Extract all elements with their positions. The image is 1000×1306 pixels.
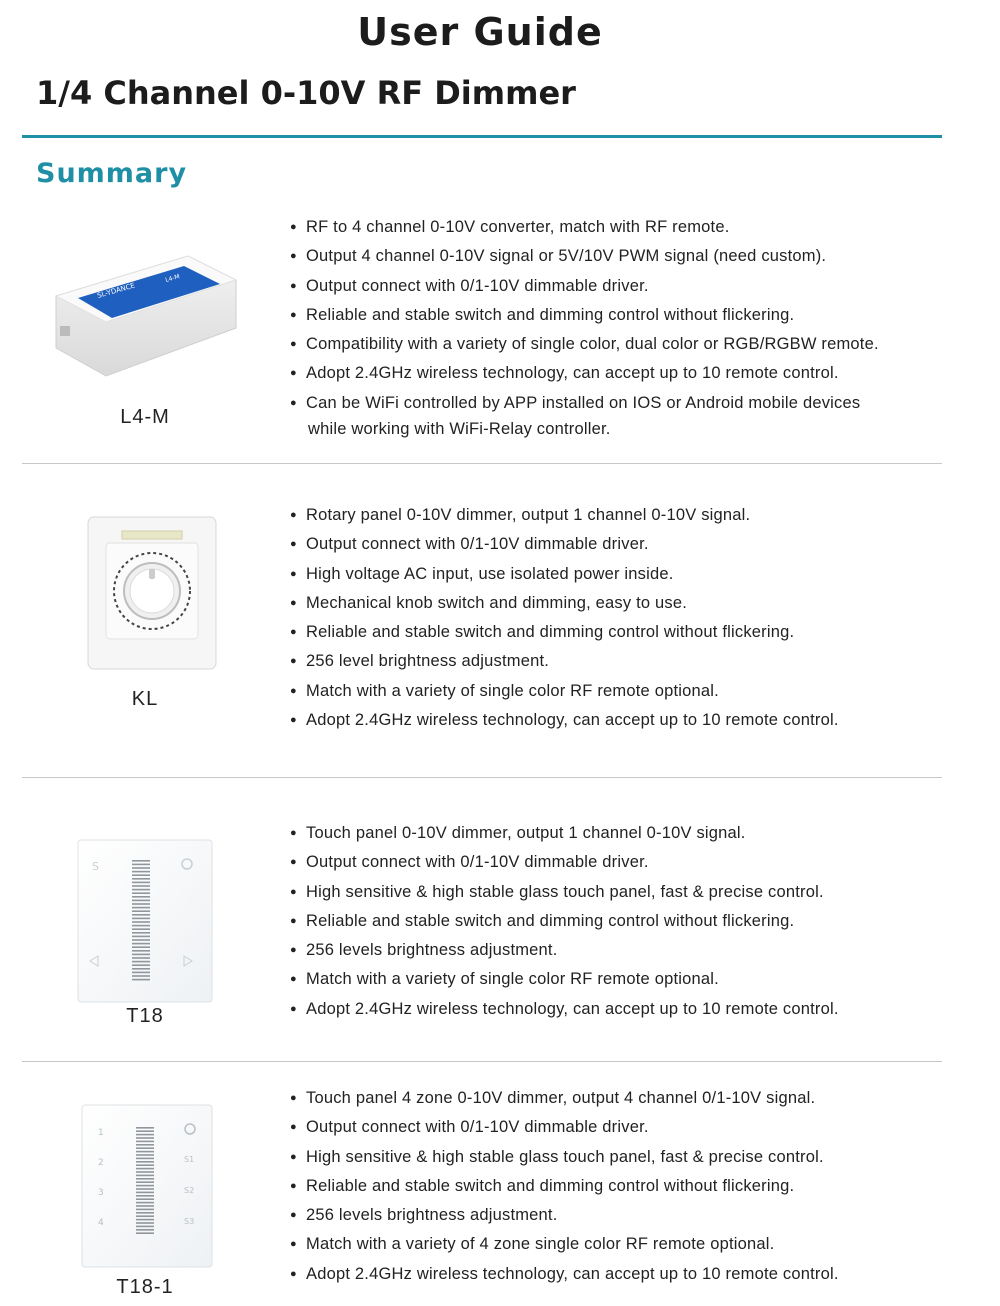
feature-item: ● Match with a variety of 4 zone single color RF remote optional. [290, 1234, 839, 1263]
slider-bar [136, 1198, 154, 1200]
kl-rotary-panel-image [86, 515, 220, 675]
feature-item: ● 256 levels brightness adjustment. [290, 1205, 839, 1234]
slider-bar [136, 1178, 154, 1180]
feature-item: ● Adopt 2.4GHz wireless technology, can accept up to 10 remote control. [290, 999, 839, 1028]
feature-list-t18 [290, 823, 839, 1028]
feature-item: ● Reliable and stable switch and dimming control without flickering. [290, 622, 839, 651]
feature-item: ● Touch panel 4 zone 0-10V dimmer, output 4 channel 0/1-10V signal. [290, 1088, 839, 1117]
slider-bar [132, 975, 150, 977]
slider-bar [132, 939, 150, 941]
t18-1-scene-key: S2 [184, 1186, 195, 1195]
slider-bar [136, 1137, 154, 1139]
feature-item: ● Reliable and stable switch and dimming control without flickering. [290, 305, 879, 334]
slider-bar [136, 1161, 154, 1163]
slider-bar [136, 1229, 154, 1231]
t18-1-scene-key: S1 [184, 1155, 195, 1164]
slider-bar [132, 910, 150, 912]
t18-touch-panel-image [76, 838, 216, 1006]
slider-bar [136, 1185, 154, 1187]
slider-bar [136, 1195, 154, 1197]
slider-bar [132, 950, 150, 952]
slider-bar [136, 1134, 154, 1136]
slider-bar [132, 936, 150, 938]
l4m-model-label: L4-M [164, 273, 181, 284]
slider-bar [136, 1181, 154, 1183]
slider-bar [132, 860, 150, 862]
slider-bar [136, 1168, 154, 1170]
slider-bar [132, 878, 150, 880]
slider-bar [132, 874, 150, 876]
slider-bar [136, 1212, 154, 1214]
feature-item: ● Rotary panel 0-10V dimmer, output 1 channel 0-10V signal. [290, 505, 839, 534]
slider-bar [132, 907, 150, 909]
slider-bar [132, 932, 150, 934]
slider-bar [132, 961, 150, 963]
feature-item: ● Reliable and stable switch and dimming control without flickering. [290, 1176, 839, 1205]
slider-bar [132, 885, 150, 887]
l4m-brand-label: SL-YDANCE [96, 281, 136, 300]
title-rule [22, 135, 942, 138]
product-name-kl: KL [131, 688, 159, 710]
feature-item: ● High sensitive & high stable glass touch panel, fast & precise control. [290, 882, 839, 911]
slider-bar [132, 964, 150, 966]
feature-item [290, 393, 879, 439]
feature-item: ● Output connect with 0/1-10V dimmable driver. [290, 534, 839, 563]
feature-line: Can be WiFi controlled by APP installed on IOS or Android mobile devices [306, 393, 861, 412]
slider-bar [136, 1130, 154, 1132]
feature-item: ● Adopt 2.4GHz wireless technology, can accept up to 10 remote control. [290, 1264, 839, 1293]
slider-bar [132, 892, 150, 894]
slider-bar [136, 1215, 154, 1217]
feature-item: ● High sensitive & high stable glass touch panel, fast & precise control. [290, 1147, 839, 1176]
slider-bar [136, 1151, 154, 1153]
feature-item: ● Reliable and stable switch and dimming control without flickering. [290, 911, 839, 940]
slider-bar [132, 979, 150, 981]
slider-bar [132, 972, 150, 974]
slider-bar [136, 1192, 154, 1194]
slider-bar [136, 1127, 154, 1129]
slider-bar [132, 882, 150, 884]
slider-bar [132, 864, 150, 866]
feature-item: ● High voltage AC input, use isolated power inside. [290, 564, 839, 593]
slider-bar [132, 928, 150, 930]
slider-bar [136, 1164, 154, 1166]
feature-item: ● Match with a variety of single color RF remote optional. [290, 681, 839, 710]
section-divider [22, 463, 942, 464]
slider-bar [132, 918, 150, 920]
slider-bar [136, 1219, 154, 1221]
t18-1-zone-key: 4 [98, 1218, 104, 1228]
slider-bar [136, 1144, 154, 1146]
feature-item: ● Output connect with 0/1-10V dimmable driver. [290, 276, 879, 305]
feature-item: ● Adopt 2.4GHz wireless technology, can accept up to 10 remote control. [290, 363, 879, 392]
product-name-t18: T18 [126, 1005, 164, 1027]
l4m-controller-image [48, 248, 243, 383]
t18-1-zone-key: 1 [98, 1128, 104, 1138]
slider-bar [132, 946, 150, 948]
slider-bar [132, 968, 150, 970]
slider-bar [132, 889, 150, 891]
slider-bar [132, 925, 150, 927]
document-title: User Guide [357, 10, 603, 54]
slider-bar [136, 1154, 154, 1156]
slider-bar [132, 957, 150, 959]
feature-item: ● RF to 4 channel 0-10V converter, match with RF remote. [290, 217, 879, 246]
t18-1-touch-panel-image [80, 1103, 216, 1271]
slider-bar [136, 1205, 154, 1207]
feature-item: ● Adopt 2.4GHz wireless technology, can accept up to 10 remote control. [290, 710, 839, 739]
feature-item: ● Output connect with 0/1-10V dimmable driver. [290, 852, 839, 881]
slider-bar [132, 954, 150, 956]
slider-bar [132, 896, 150, 898]
feature-item: ● Match with a variety of single color RF remote optional. [290, 969, 839, 998]
feature-list-kl [290, 505, 839, 739]
product-name-t18-1: T18-1 [116, 1276, 174, 1298]
t18-1-zone-key: 2 [98, 1158, 104, 1168]
feature-list-l4m [290, 217, 879, 439]
t18-1-scene-key: S3 [184, 1217, 195, 1226]
feature-list-t18-1 [290, 1088, 839, 1293]
slider-bar [132, 900, 150, 902]
slider-bar [132, 867, 150, 869]
slider-bar [136, 1202, 154, 1204]
slider-bar [136, 1226, 154, 1228]
section-divider [22, 1061, 942, 1062]
slider-bar [136, 1175, 154, 1177]
slider-bar [136, 1158, 154, 1160]
feature-item: ● Touch panel 0-10V dimmer, output 1 channel 0-10V signal. [290, 823, 839, 852]
t18-key-s: S [92, 860, 99, 873]
feature-item: ● 256 levels brightness adjustment. [290, 940, 839, 969]
feature-item: ● Compatibility with a variety of single color, dual color or RGB/RGBW remote. [290, 334, 879, 363]
slider-bar [132, 903, 150, 905]
slider-bar [136, 1222, 154, 1224]
feature-item: ● 256 level brightness adjustment. [290, 651, 839, 680]
slider-bar [136, 1209, 154, 1211]
t18-1-zone-key: 3 [98, 1188, 104, 1198]
slider-bar [136, 1188, 154, 1190]
slider-bar [132, 871, 150, 873]
feature-item: ● Output 4 channel 0-10V signal or 5V/10V PWM signal (need custom). [290, 246, 879, 275]
feature-item: ● Output connect with 0/1-10V dimmable driver. [290, 1117, 839, 1146]
feature-item: ● Mechanical knob switch and dimming, easy to use. [290, 593, 839, 622]
slider-bar [136, 1141, 154, 1143]
slider-bar [136, 1232, 154, 1234]
product-family-title: 1/4 Channel 0-10V RF Dimmer [36, 74, 576, 112]
slider-bar [132, 921, 150, 923]
section-divider [22, 777, 942, 778]
product-name-l4m: L4-M [120, 406, 170, 428]
slider-bar [132, 914, 150, 916]
slider-bar [136, 1171, 154, 1173]
section-heading: Summary [36, 158, 188, 189]
feature-line-continued: while working with WiFi-Relay controller. [308, 419, 611, 438]
slider-bar [136, 1147, 154, 1149]
slider-bar [132, 943, 150, 945]
